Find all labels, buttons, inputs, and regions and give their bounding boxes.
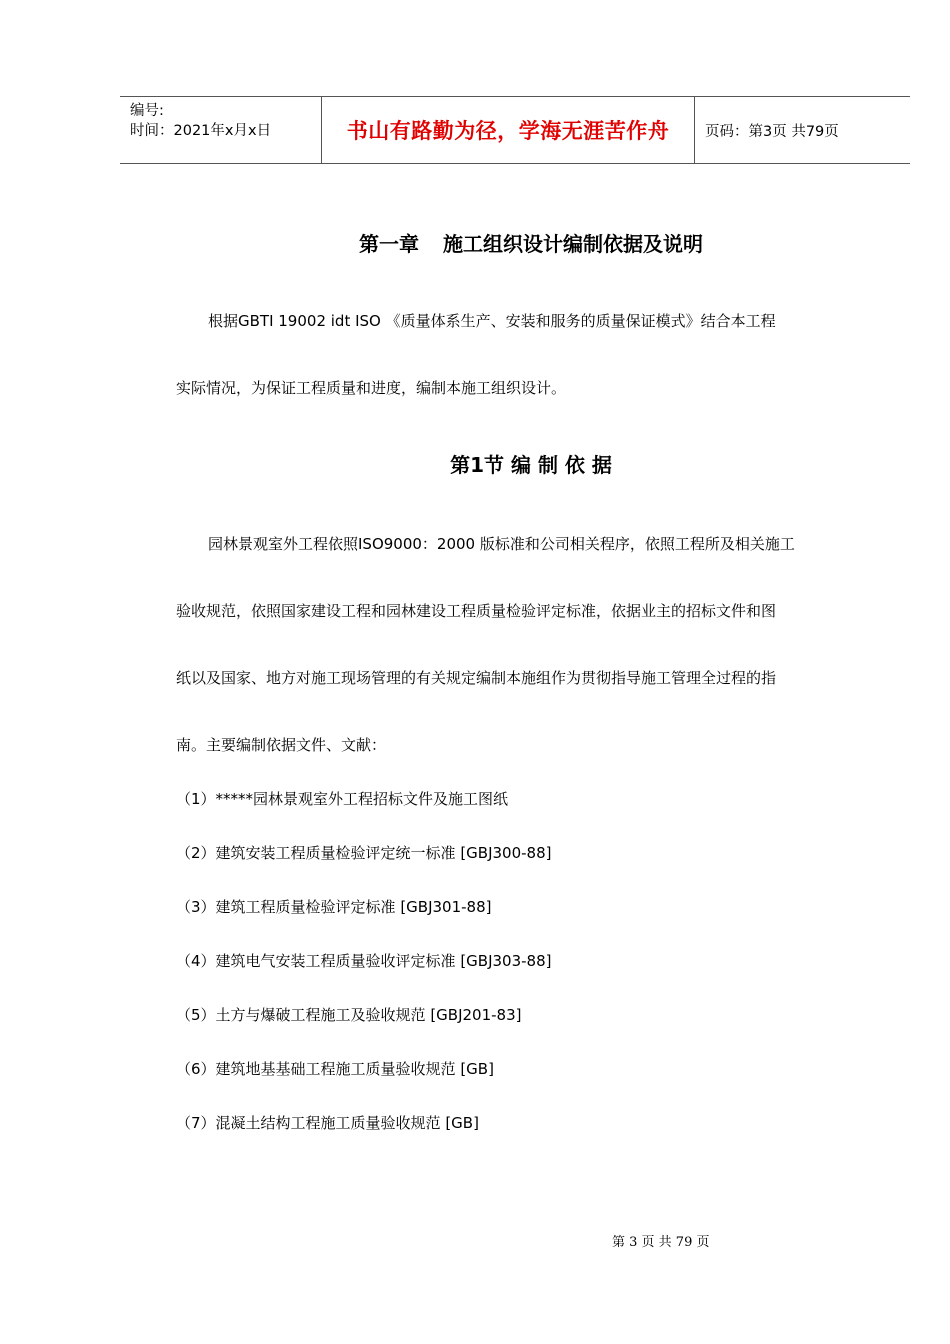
reference-item-2: （2）建筑安装工程质量检验评定统一标准 [GBJ300-88] — [176, 844, 552, 862]
body-line-1: 园林景观室外工程依照ISO9000：2000 版标准和公司相关程序，依照工程所及相关施工 — [208, 535, 795, 553]
intro-line-1: 根据GBTI 19002 idt ISO 《质量体系生产、安装和服务的质量保证模式》结合本工程 — [208, 312, 776, 330]
reference-item-6: （6）建筑地基基础工程施工质量验收规范 [GB] — [176, 1060, 494, 1078]
chapter-subtitle: 施工组织设计编制依据及说明 — [443, 232, 703, 256]
header-motto-cell — [321, 97, 695, 163]
document-time-label: 时间：2021年x月x日 — [130, 123, 272, 139]
reference-item-7: （7）混凝土结构工程施工质量验收规范 [GB] — [176, 1114, 479, 1132]
header-info-cell — [120, 97, 321, 163]
reference-item-5: （5）土方与爆破工程施工及验收规范 [GBJ201-83] — [176, 1006, 522, 1024]
body-line-3: 纸以及国家、地方对施工现场管理的有关规定编制本施组作为贯彻指导施工管理全过程的指 — [176, 669, 777, 687]
body-line-4: 南。主要编制依据文件、文献： — [176, 736, 387, 754]
chapter-title — [0, 228, 950, 257]
chapter-number: 第一章 — [359, 232, 419, 256]
page-header — [120, 96, 910, 164]
intro-line-2: 实际情况，为保证工程质量和进度，编制本施工组织设计。 — [176, 379, 567, 397]
document-number-label: 编号: — [130, 103, 164, 119]
reference-item-4: （4）建筑电气安装工程质量验收评定标准 [GBJ303-88] — [176, 952, 552, 970]
page-footer: 第 3 页 共 79 页 — [612, 1235, 710, 1250]
reference-item-1: （1）*****园林景观室外工程招标文件及施工图纸 — [176, 790, 509, 808]
header-page-cell — [695, 97, 910, 163]
body-line-2: 验收规范，依照国家建设工程和园林建设工程质量检验评定标准，依据业主的招标文件和图 — [176, 602, 777, 620]
reference-item-3: （3）建筑工程质量检验评定标准 [GBJ301-88] — [176, 898, 492, 916]
header-page-number: 页码：第3页 共79页 — [705, 123, 839, 140]
header-motto: 书山有路勤为径，学海无涯苦作舟 — [346, 119, 670, 143]
section-title: 第1节 编 制 依 据 — [450, 453, 612, 477]
